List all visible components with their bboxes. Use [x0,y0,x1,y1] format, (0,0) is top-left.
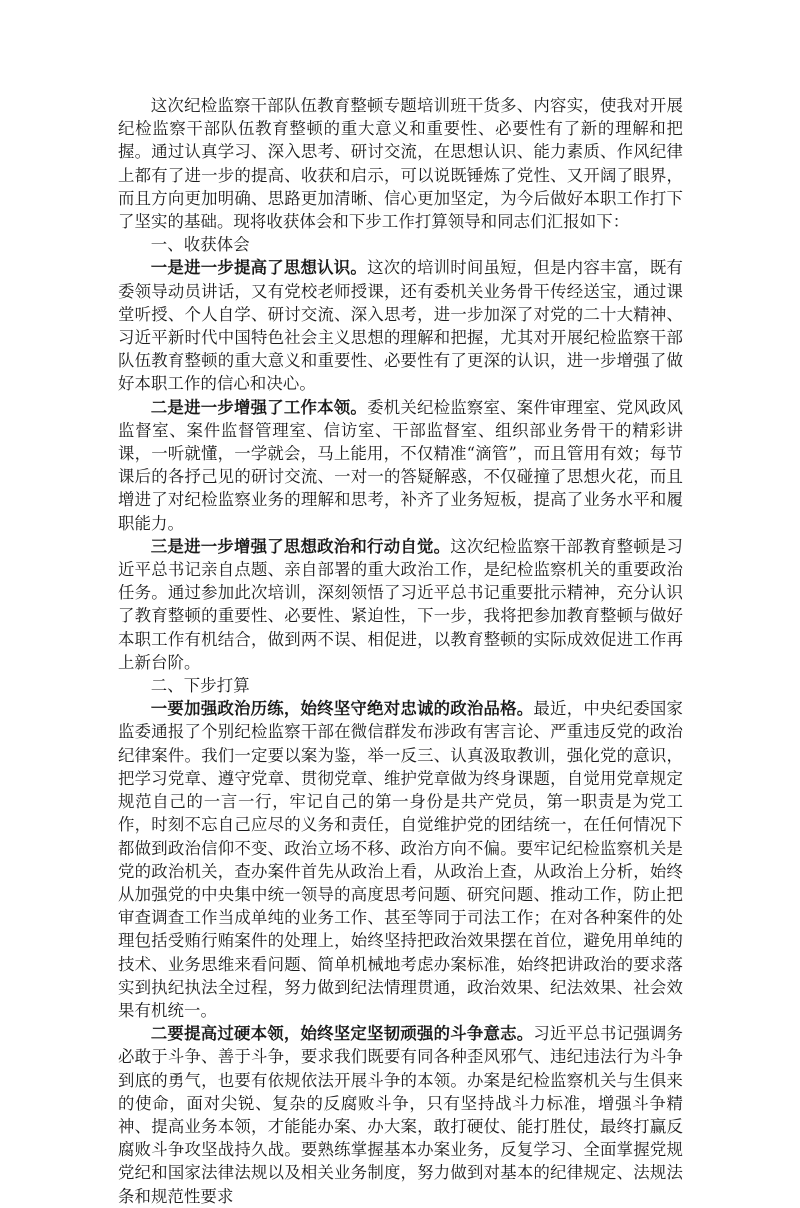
paragraph-body: 习近平总书记强调务必敢于斗争、善于斗争，要求我们既要有同各种歪风邪气、违纪违法行为斗争到底的勇气，也要有依规依法开展斗争的本领。办案是纪检监察机关与生俱来的使命，面对尖锐、复杂的反腐败斗争，只有坚持战斗力标准，增强斗争精神、提高业务本领，才能能办案、办大案，敢打硬仗、能打胜仗，最终打赢反腐败斗争攻坚战持久战。要熟练掌握基本办案业务，反复学习、全面掌握党规党纪和国家法律法规以及相关业务制度，努力做到对基本的纪律规定、法规法条和规范性要求 [118,1024,683,1206]
paragraph-body: 这次的培训时间虽短，但是内容丰富，既有委领导动员讲话，又有党校老师授课，还有委机关业务骨干传经送宝，通过课堂听授、个人自学、研讨交流、深入思考，进一步加深了对党的二十大精神、习近平新时代中国特色社会主义思想的理解和把握，尤其对开展纪检监察干部队伍教育整顿的重大意义和重要性、必要性有了更深的认识，进一步增强了做好本职工作的信心和决心。 [118,258,683,394]
paragraph-lead: 二要提高过硬本领，始终坚定坚韧顽强的斗争意志。 [150,1024,534,1044]
paragraph-body: 委机关纪检监察室、案件审理室、党风政风监督室、案件监督管理室、信访室、干部监督室、组织部业务骨干的精彩讲课，一听就懂，一学就会，马上能用，不仅精准“滴管”，而且管用有效；每节课后的各抒己见的研讨交流、一对一的答疑解惑，不仅碰撞了思想火花，而且增进了对纪检监察业务的理解和思考，补齐了业务短板，提高了业务水平和履职能力。 [118,397,683,533]
plans-paragraph-1 [118,697,683,1022]
paragraph-lead: 三是进一步增强了思想政治和行动自觉。 [150,536,451,556]
gains-paragraph-1 [118,256,683,395]
paragraph-lead: 一要加强政治历练，始终坚守绝对忠诚的政治品格。 [150,699,534,719]
paragraph-lead: 一是进一步提高了思想认识。 [150,258,368,278]
gains-paragraph-2 [118,396,683,535]
section-heading-plans: 二、下步打算 [150,676,250,696]
intro-paragraph: 这次纪检监察干部队伍教育整顿专题培训班干货多、内容实，使我对开展纪检监察干部队伍教育整顿的重大意义和重要性、必要性有了新的理解和把握。通过认真学习、深入思考、研讨交流，在思想认识、能力素质、作风纪律上都有了进一步的提高、收获和启示，可以说既锤炼了党性、又开阔了眼界，而且方向更加明确、思路更加清晰、信心更加坚定，为今后做好本职工作打下了坚实的基础。现将收获体会和下步工作打算领导和同志们汇报如下： [118,96,683,232]
paragraph-body: 这次纪检监察干部教育整顿是习近平总书记亲自点题、亲自部署的重大政治工作，是纪检监察机关的重要政治任务。通过参加此次培训，深刻领悟了习近平总书记重要批示精神，充分认识了教育整顿的重要性、必要性、紧迫性，下一步，我将把参加教育整顿与做好本职工作有机结合，做到两不误、相促进，以教育整顿的实际成效促进工作再上新台阶。 [118,536,683,672]
plans-paragraph-2 [118,1022,683,1208]
document-page [118,94,683,1208]
paragraph-body: 最近，中央纪委国家监委通报了个别纪检监察干部在微信群发布涉政有害言论、严重违反党的政治纪律案件。我们一定要以案为鉴，举一反三、认真汲取教训，强化党的意识，把学习党章、遵守党章、贯彻党章、维护党章做为终身课题，自觉用党章规定规范自己的一言一行，牢记自己的第一身份是共产党员，第一职责是为党工作，时刻不忘自己应尽的义务和责任，自觉维护党的团结统一，在任何情况下都做到政治信仰不变、政治立场不移、政治方向不偏。要牢记纪检监察机关是党的政治机关，查办案件首先从政治上看，从政治上查，从政治上分析，始终从加强党的中央集中统一领导的高度思考问题、研究问题、推动工作，防止把审查调查工作当成单纯的业务工作、甚至等同于司法工作；在对各种案件的处理包括受贿行贿案件的处理上，始终坚持把政治效果摆在首位，避免用单纯的技术、业务思维来看问题、简单机械地考虑办案标准，始终把讲政治的要求落实到执纪执法全过程，努力做到纪法情理贯通，政治效果、纪法效果、社会效果有机统一。 [118,699,683,1020]
section-heading-gains: 一、收获体会 [150,235,250,255]
gains-paragraph-3 [118,535,683,674]
paragraph-lead: 二是进一步增强了工作本领。 [150,397,368,417]
